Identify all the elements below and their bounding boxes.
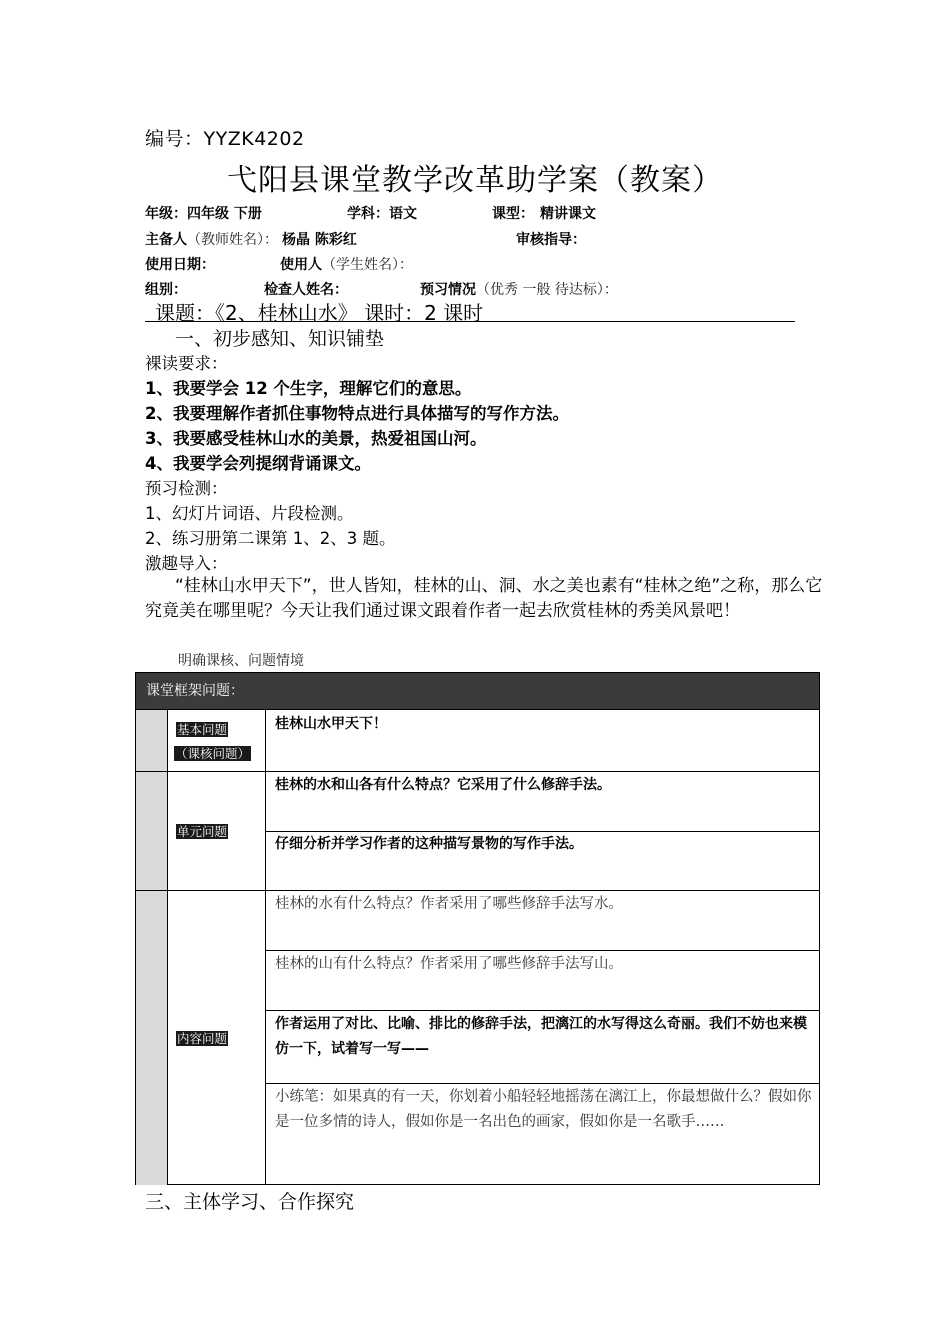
- column-divider: [167, 709, 168, 1185]
- goal-item: 1、我要学会 12 个生字，理解它们的意思。: [145, 379, 472, 398]
- date-field: 使用日期：: [145, 257, 215, 273]
- user-hint: （学生姓名）：: [322, 257, 413, 273]
- preview-status-field: [420, 279, 618, 299]
- section3-heading: 三、主体学习、合作探究: [145, 1191, 355, 1213]
- preparer-field: [145, 229, 357, 249]
- content-question-2: 桂林的山有什么特点？作者采用了哪些修辞手法写山。: [275, 956, 623, 972]
- preparer-hint: （教师姓名）：: [187, 232, 278, 248]
- section1-heading: 一、初步感知、知识铺垫: [175, 328, 385, 350]
- row-divider: [265, 1083, 819, 1084]
- document-code: 编号：YYZK4202: [145, 128, 305, 150]
- framework-questions-table: [135, 672, 820, 1185]
- basic-question-subtag: （课核问题）: [175, 746, 251, 761]
- preview-item: 2、练习册第二课第 1、2、3 题。: [145, 529, 396, 548]
- row-divider: [265, 950, 819, 951]
- lesson-type-field: [492, 203, 596, 223]
- lesson-type-label: 课型：: [492, 206, 534, 222]
- row-divider: [136, 709, 819, 710]
- preview-status-label: 预习情况: [420, 282, 476, 298]
- user-field: [280, 254, 413, 274]
- intro-label: 激趣导入：: [145, 554, 228, 573]
- unit-question-1: 桂林的水和山各有什么特点？它采用了什么修辞手法。: [275, 777, 611, 793]
- content-question-tag: 内容问题: [177, 1031, 228, 1046]
- row-divider: [136, 890, 819, 891]
- content-question-1: 桂林的水有什么特点？作者采用了哪些修辞手法写水。: [275, 896, 623, 912]
- column-divider: [265, 709, 266, 1185]
- checker-field: 检查人姓名：: [264, 282, 348, 298]
- content-question-3: 作者运用了对比、比喻、排比的修辞手法，把漓江的水写得这么奇丽。我们不妨也来模仿一下，试着写一写——: [275, 1016, 807, 1057]
- content-question-4: 小练笔：如果真的有一天，你划着小船轻轻地摇荡在漓江上，你最想做什么？假如你是一位多情的诗人，假如你是一名出色的画家，假如你是一名歌手……: [275, 1089, 812, 1130]
- group-field: 组别：: [145, 282, 187, 298]
- goal-item: 2、我要理解作者抓住事物特点进行具体描写的写作方法。: [145, 404, 569, 423]
- left-shaded-column: [136, 709, 167, 1185]
- grade-field: 年级：四年级 下册: [145, 206, 262, 222]
- unit-question-2: 仔细分析并学习作者的这种描写景物的写作手法。: [275, 836, 583, 852]
- intro-paragraph: “桂林山水甲天下”，世人皆知，桂林的山、洞、水之美也素有“桂林之绝”之称，那么它究竟美在哪里呢？今天让我们通过课文跟着作者一起去欣赏桂林的秀美风景吧！: [145, 576, 823, 621]
- basic-question-tag: 基本问题: [177, 722, 228, 737]
- topic-underline: [145, 321, 795, 322]
- lesson-topic: 课题：《2、桂林山水》 课时：2 课时: [155, 301, 484, 325]
- reviewer-field: 审核指导：: [516, 232, 586, 248]
- table-header: 课堂框架问题：: [136, 673, 819, 709]
- user-label: 使用人: [280, 257, 322, 273]
- preview-status-hint: （优秀 一般 待达标）：: [476, 282, 618, 298]
- goal-item: 4、我要学会列提纲背诵课文。: [145, 454, 371, 473]
- subject-field: 学科：语文: [347, 206, 417, 222]
- preparer-names: 杨晶 陈彩红: [282, 232, 357, 248]
- preview-check-label: 预习检测：: [145, 479, 228, 498]
- row-divider: [265, 1010, 819, 1011]
- basic-question: 桂林山水甲天下！: [275, 716, 387, 732]
- preparer-label: 主备人: [145, 232, 187, 248]
- goal-item: 3、我要感受桂林山水的美景，热爱祖国山河。: [145, 429, 487, 448]
- preview-item: 1、幻灯片词语、片段检测。: [145, 504, 354, 523]
- row-divider: [136, 771, 819, 772]
- lesson-type-value: 精讲课文: [540, 206, 596, 222]
- page-title: 弋阳县课堂教学改革助学案（教案）: [227, 163, 723, 198]
- reading-requirements-label: 裸读要求：: [145, 354, 228, 373]
- unit-question-tag: 单元问题: [177, 824, 228, 839]
- section-subheading: 明确课核、问题情境: [178, 653, 304, 669]
